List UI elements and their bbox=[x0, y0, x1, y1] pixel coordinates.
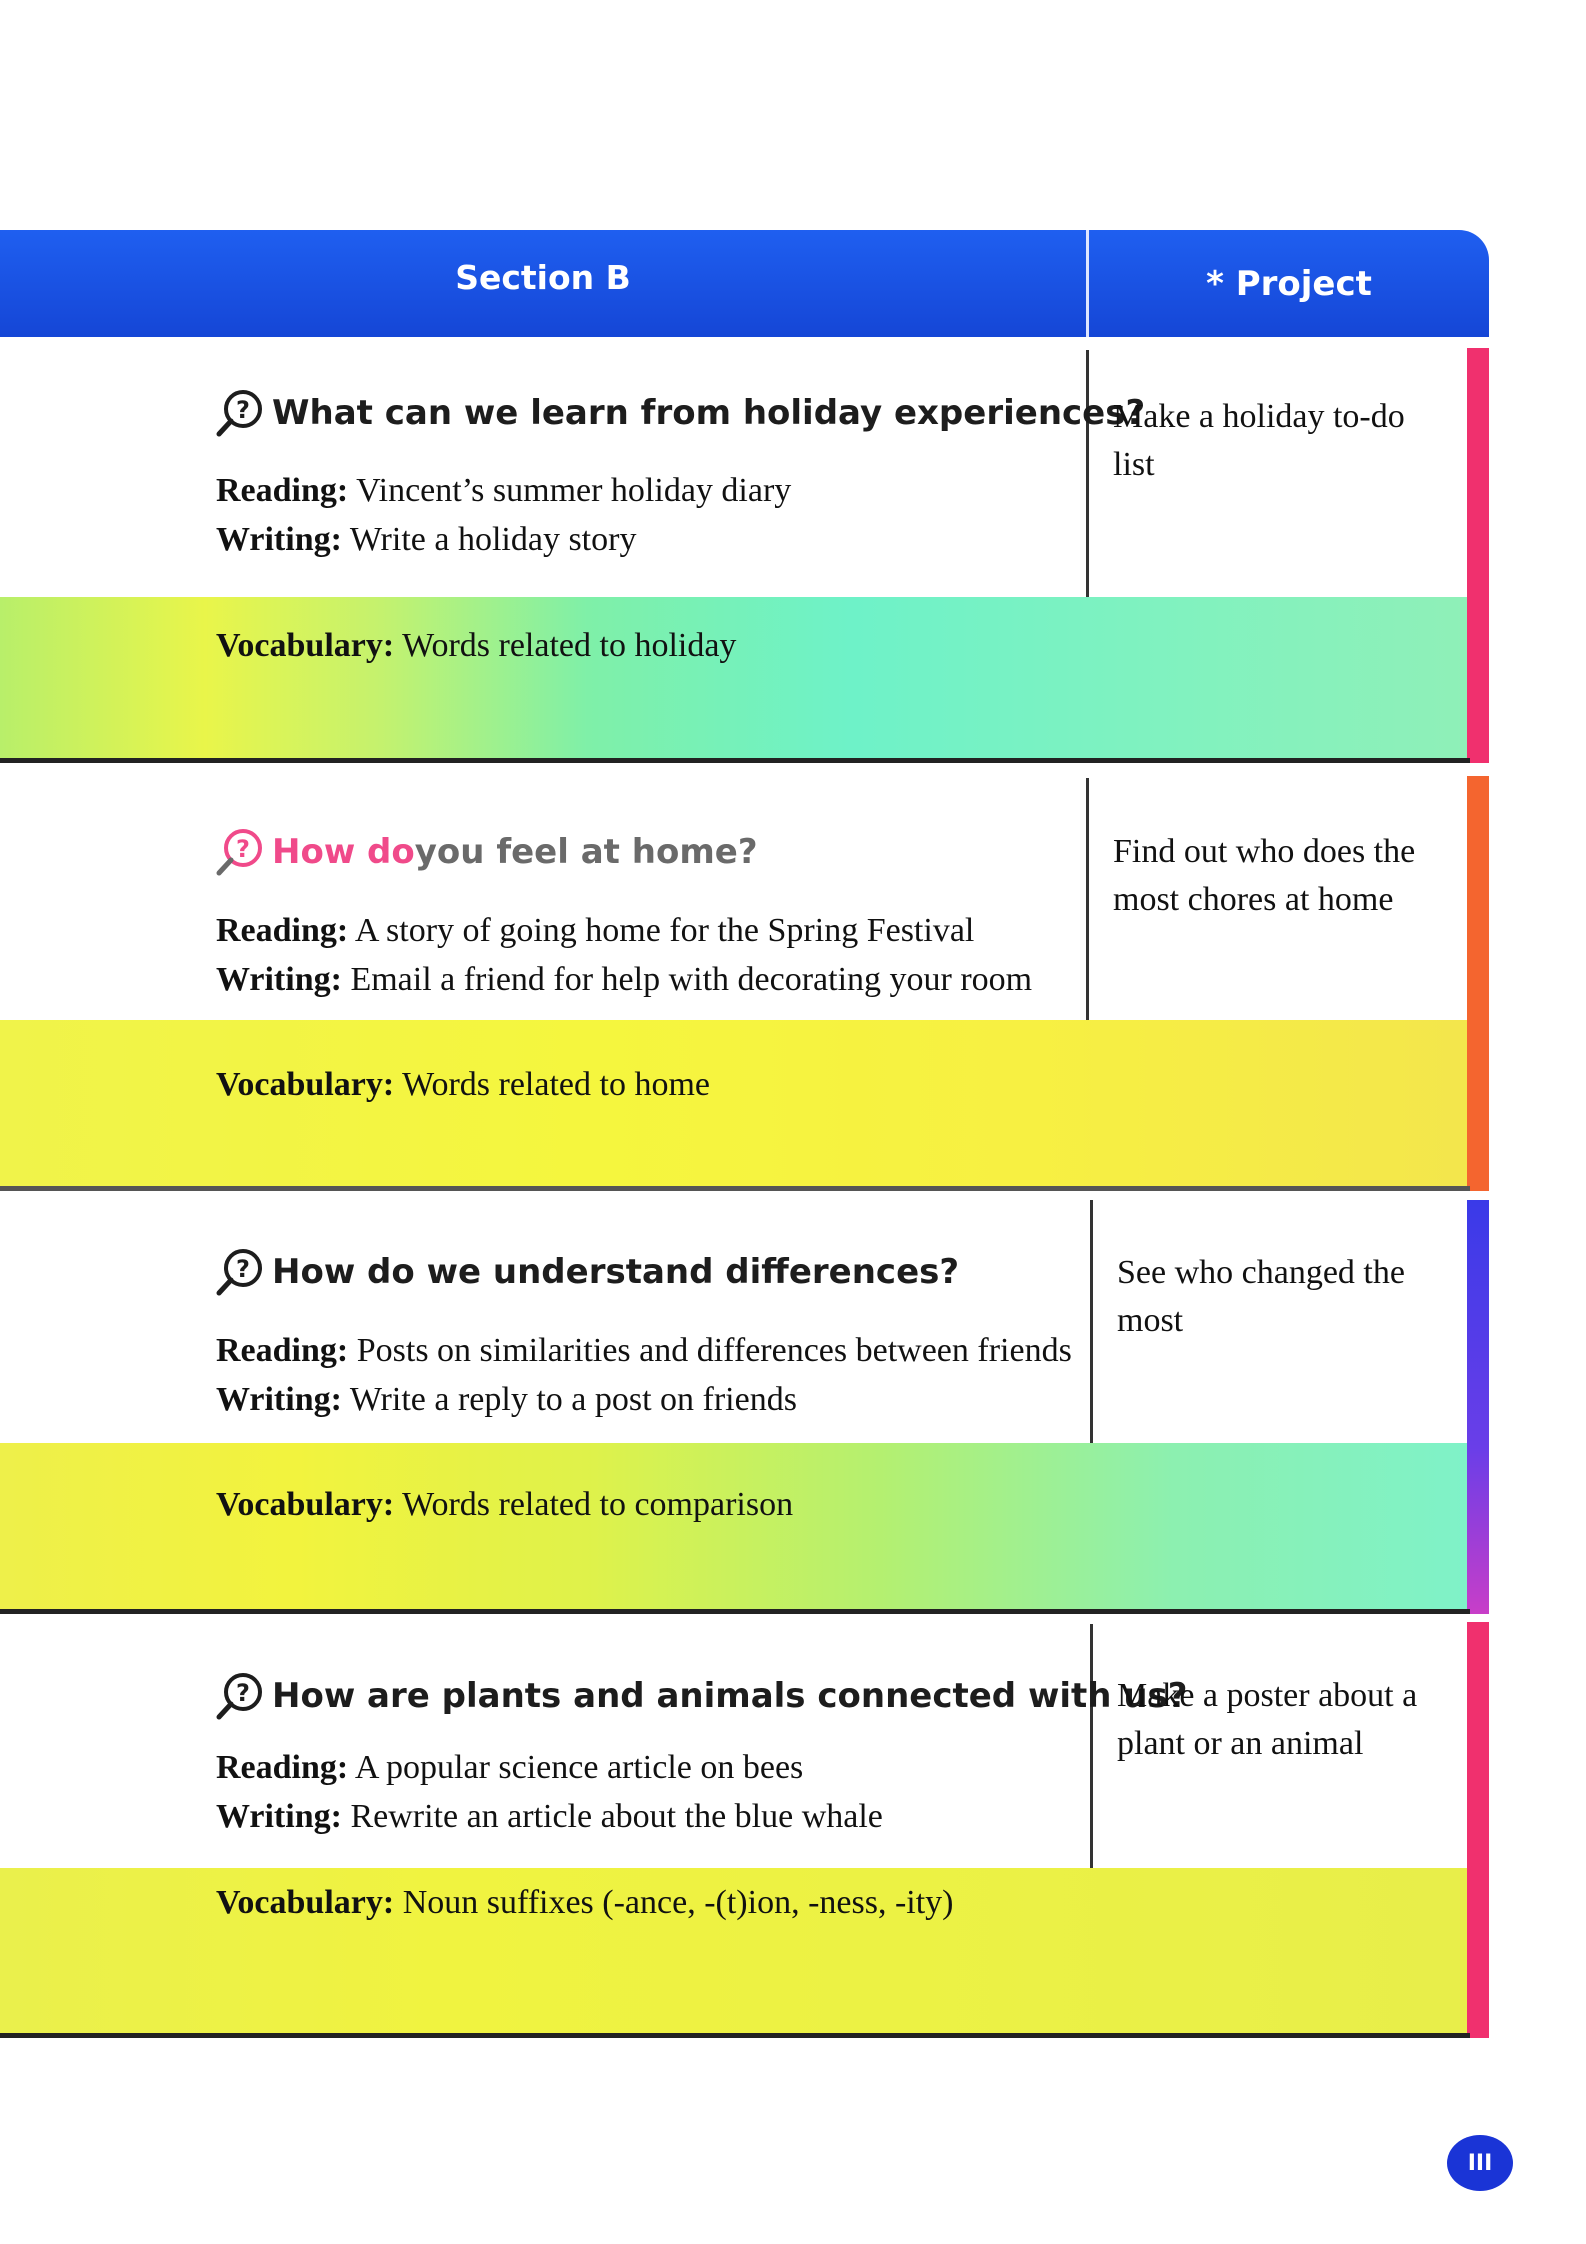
page-number-badge: III bbox=[1447, 2135, 1513, 2191]
vocabulary-line bbox=[216, 1884, 953, 1922]
reading-text: A story of going home for the Spring Festival bbox=[354, 912, 975, 949]
writing-label: Writing: bbox=[216, 1381, 342, 1418]
reading-text: Vincent’s summer holiday diary bbox=[356, 472, 792, 509]
writing-text: Email a friend for help with decorating your room bbox=[350, 961, 1033, 998]
question-magnifier-icon bbox=[214, 826, 266, 878]
accent-bar bbox=[1467, 348, 1489, 763]
svg-text:?: ? bbox=[236, 1679, 250, 1707]
question-magnifier-icon bbox=[214, 1246, 266, 1298]
writing-line bbox=[216, 521, 636, 559]
vocabulary-band bbox=[0, 597, 1467, 760]
vocabulary-label: Vocabulary: bbox=[216, 627, 395, 664]
svg-text:?: ? bbox=[236, 835, 250, 863]
reading-label: Reading: bbox=[216, 1749, 349, 1786]
writing-label: Writing: bbox=[216, 1798, 342, 1835]
column-divider bbox=[1090, 1200, 1093, 1443]
unit-question bbox=[214, 1670, 1188, 1722]
reading-label: Reading: bbox=[216, 912, 349, 949]
reading-label: Reading: bbox=[216, 1332, 349, 1369]
vocabulary-band bbox=[0, 1443, 1467, 1612]
accent-bar bbox=[1467, 776, 1489, 1191]
question-text: How are plants and animals connected with us? bbox=[272, 1676, 1188, 1716]
row-divider bbox=[0, 758, 1470, 763]
row-divider bbox=[0, 1609, 1470, 1614]
question-magnifier-icon bbox=[214, 387, 266, 439]
vocabulary-text: Words related to comparison bbox=[402, 1486, 794, 1523]
reading-text: A popular science article on bees bbox=[354, 1749, 804, 1786]
unit-question bbox=[214, 826, 758, 878]
accent-bar bbox=[1467, 1622, 1489, 2038]
vocabulary-band bbox=[0, 1020, 1467, 1188]
project-text: See who changed the most bbox=[1117, 1254, 1405, 1339]
writing-line bbox=[216, 1381, 797, 1419]
question-magnifier-icon bbox=[214, 1670, 266, 1722]
vocabulary-text: Words related to home bbox=[402, 1066, 710, 1103]
writing-text: Write a holiday story bbox=[349, 521, 637, 558]
writing-label: Writing: bbox=[216, 521, 342, 558]
vocabulary-line bbox=[216, 1486, 793, 1524]
writing-line bbox=[216, 1798, 883, 1836]
reading-label: Reading: bbox=[216, 472, 349, 509]
unit-question bbox=[214, 387, 1145, 439]
vocabulary-label: Vocabulary: bbox=[216, 1486, 395, 1523]
accent-bar bbox=[1467, 1200, 1489, 1614]
writing-label: Writing: bbox=[216, 961, 342, 998]
reading-line bbox=[216, 1332, 1072, 1370]
column-divider bbox=[1090, 1624, 1093, 1868]
vocabulary-line bbox=[216, 1066, 710, 1104]
reading-line bbox=[216, 912, 974, 950]
section-b-heading: Section B bbox=[455, 258, 631, 297]
unit-question bbox=[214, 1246, 959, 1298]
vocabulary-label: Vocabulary: bbox=[216, 1884, 395, 1921]
reading-text: Posts on similarities and differences between friends bbox=[356, 1332, 1072, 1369]
vocabulary-label: Vocabulary: bbox=[216, 1066, 395, 1103]
row-divider bbox=[0, 2033, 1470, 2038]
svg-text:?: ? bbox=[236, 1255, 250, 1283]
vocabulary-text: Words related to holiday bbox=[402, 627, 737, 664]
project-text: Make a holiday to-do list bbox=[1113, 398, 1405, 483]
question-text: How do we understand differences? bbox=[272, 1252, 960, 1292]
project-text: Find out who does the most chores at home bbox=[1113, 833, 1416, 918]
row-divider bbox=[0, 1186, 1470, 1191]
column-divider bbox=[1086, 778, 1089, 1020]
question-text: you feel at home? bbox=[414, 832, 758, 872]
question-text: What can we learn from holiday experiences? bbox=[272, 393, 1146, 433]
writing-text: Write a reply to a post on friends bbox=[349, 1381, 797, 1418]
vocabulary-line bbox=[216, 627, 736, 665]
reading-line bbox=[216, 472, 791, 510]
project-heading: * Project bbox=[1206, 264, 1372, 304]
writing-line bbox=[216, 961, 1032, 999]
vocabulary-text: Noun suffixes (-ance, -(t)ion, -ness, -ity) bbox=[402, 1884, 954, 1921]
reading-line bbox=[216, 1749, 803, 1787]
project-text: Make a poster about a plant or an animal bbox=[1117, 1677, 1418, 1762]
table-header bbox=[0, 230, 1489, 337]
question-text-highlight: How do bbox=[272, 832, 415, 872]
svg-text:?: ? bbox=[236, 396, 250, 424]
writing-text: Rewrite an article about the blue whale bbox=[350, 1798, 883, 1835]
